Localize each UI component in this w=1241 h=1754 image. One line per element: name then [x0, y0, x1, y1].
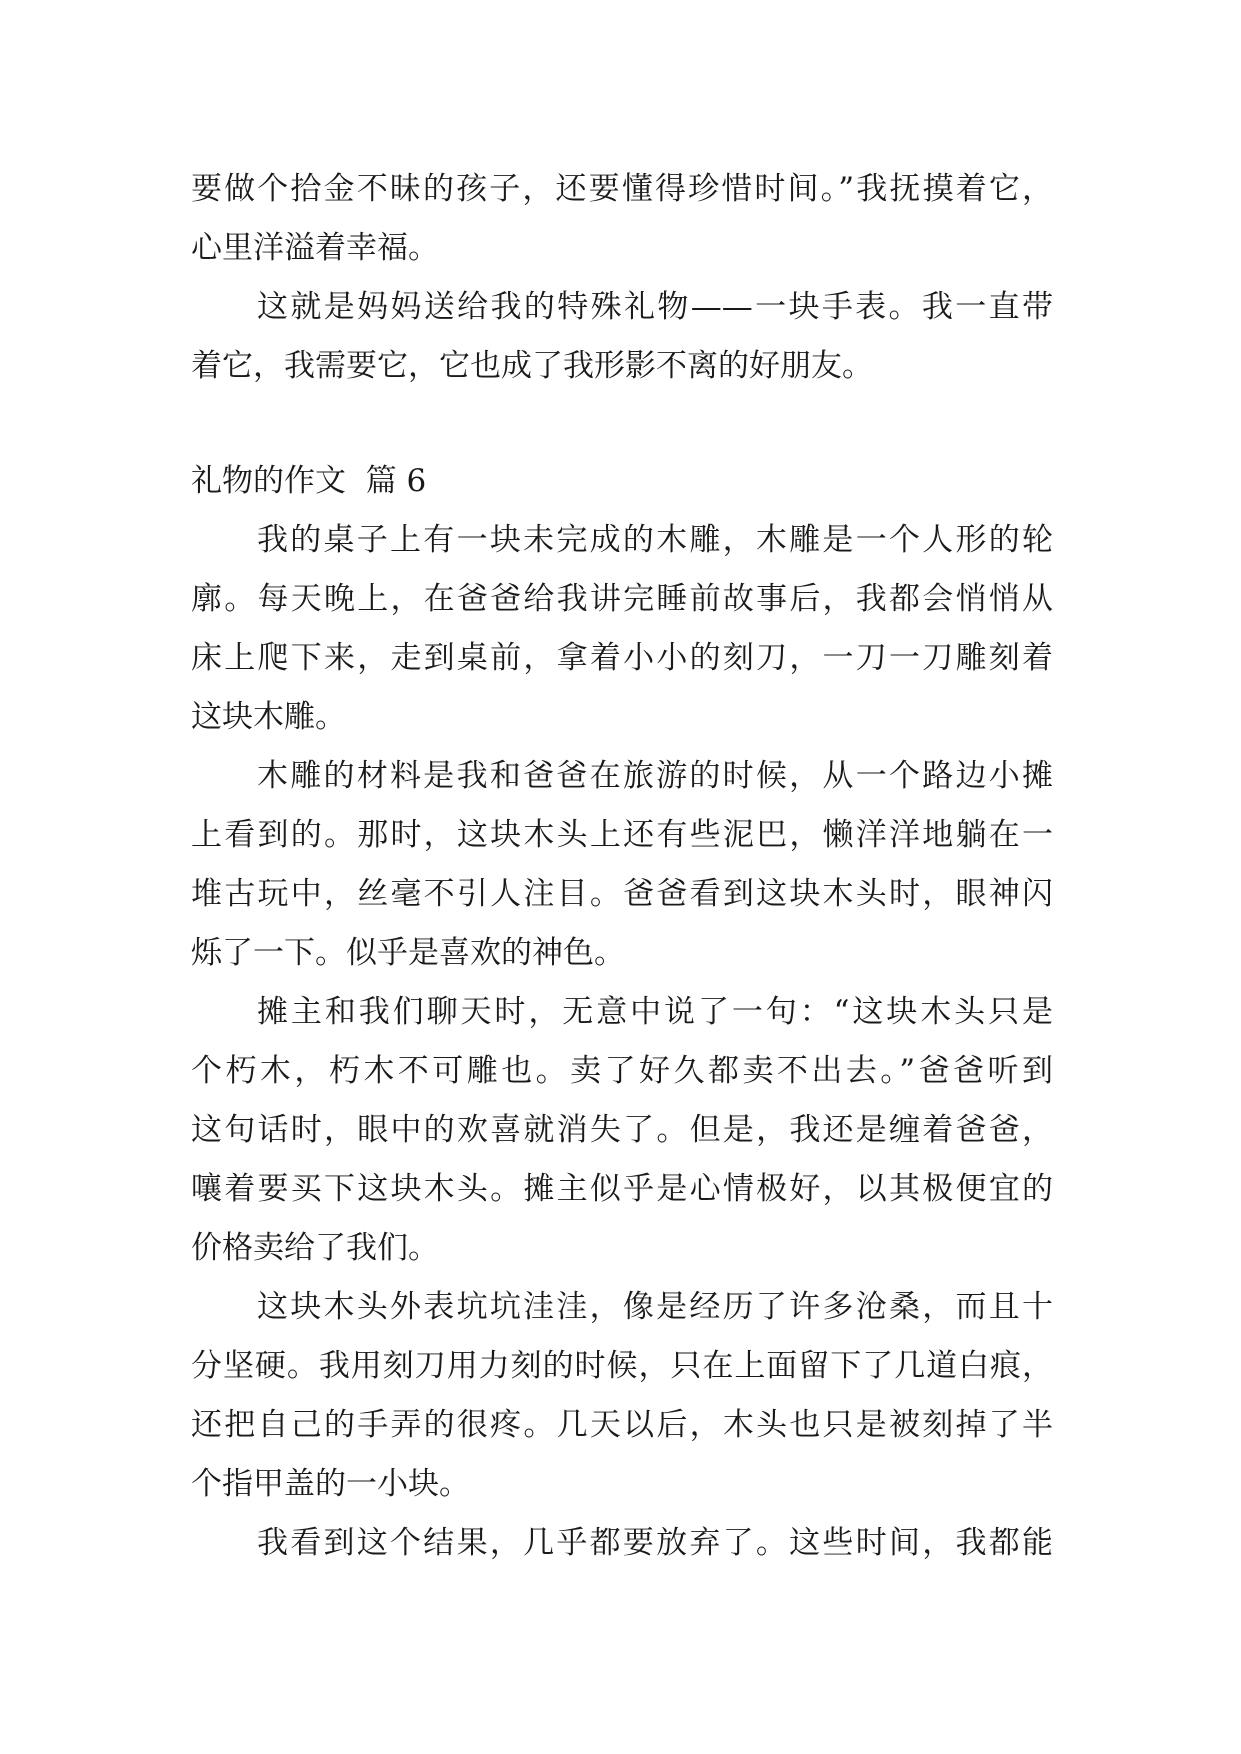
text-line: 烁了一下。似乎是喜欢的神色。: [191, 935, 625, 971]
section-heading: 礼物的作文 篇 6: [191, 463, 427, 499]
document-page: [191, 160, 1053, 1573]
text-line: 我的桌子上有一块未完成的木雕，木雕是一个人形的轮: [257, 522, 1053, 558]
paragraph: [191, 160, 1053, 278]
text-line: 我看到这个结果，几乎都要放弃了。这些时间，我都能: [257, 1525, 1053, 1561]
text-line: 着它，我需要它，它也成了我形影不离的好朋友。: [191, 348, 873, 384]
paragraph: [191, 747, 1053, 983]
paragraph: [191, 278, 1053, 396]
text-line: 价格卖给了我们。: [191, 1230, 439, 1266]
text-line: 这句话时，眼中的欢喜就消失了。但是，我还是缠着爸爸，: [191, 1112, 1053, 1148]
section-gap: [191, 396, 1053, 452]
paragraph: [191, 1278, 1053, 1514]
text-line: 要做个拾金不昧的孩子，还要懂得珍惜时间。”我抚摸着它，: [191, 171, 1053, 207]
text-line: 堆古玩中，丝毫不引人注目。爸爸看到这块木头时，眼神闪: [191, 876, 1053, 912]
text-line: 木雕的材料是我和爸爸在旅游的时候，从一个路边小摊: [257, 758, 1053, 794]
text-line: 这块木头外表坑坑洼洼，像是经历了许多沧桑，而且十: [257, 1289, 1053, 1325]
text-line: 上看到的。那时，这块木头上还有些泥巴，懒洋洋地躺在一: [191, 817, 1053, 853]
text-line: 这块木雕。: [191, 699, 346, 735]
text-line: 摊主和我们聊天时，无意中说了一句：“这块木头只是: [257, 994, 1053, 1030]
text-line: 个朽木，朽木不可雕也。卖了好久都卖不出去。”爸爸听到: [191, 1053, 1053, 1089]
text-line: 心里洋溢着幸福。: [191, 230, 439, 266]
paragraph: [191, 1514, 1053, 1573]
text-line: 廓。每天晚上，在爸爸给我讲完睡前故事后，我都会悄悄从: [191, 581, 1053, 617]
text-line: 这就是妈妈送给我的特殊礼物——一块手表。我一直带: [257, 289, 1053, 325]
paragraph: [191, 511, 1053, 747]
text-line: 个指甲盖的一小块。: [191, 1466, 470, 1502]
text-line: 嚷着要买下这块木头。摊主似乎是心情极好，以其极便宜的: [191, 1171, 1053, 1207]
text-line: 分坚硬。我用刻刀用力刻的时候，只在上面留下了几道白痕，: [191, 1348, 1053, 1384]
text-line: 还把自己的手弄的很疼。几天以后，木头也只是被刻掉了半: [191, 1407, 1053, 1443]
paragraph: [191, 983, 1053, 1278]
text-line: 床上爬下来，走到桌前，拿着小小的刻刀，一刀一刀雕刻着: [191, 640, 1053, 676]
